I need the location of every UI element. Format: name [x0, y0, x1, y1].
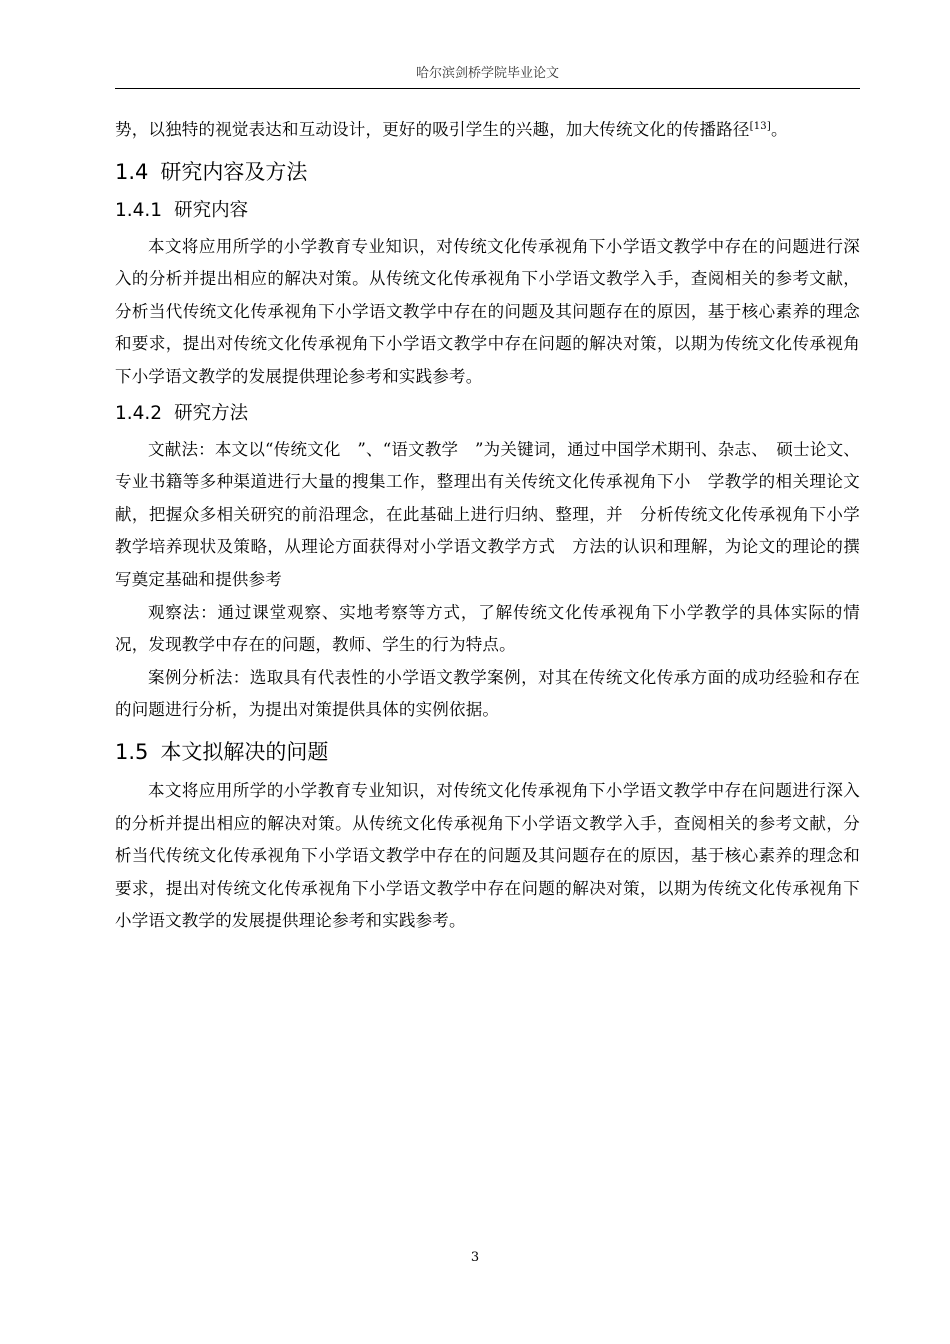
subsection-heading-1-4-1: [115, 195, 860, 227]
subsection-title: 研究方法: [174, 402, 249, 424]
section-number: 1.5: [115, 739, 149, 764]
subsection-title: 研究内容: [174, 199, 249, 221]
section-heading-1-4: [115, 155, 860, 189]
page-number: 3: [470, 1250, 480, 1265]
subsection-number: 1.4.2: [115, 402, 163, 424]
intro-end: 。: [770, 120, 788, 139]
section-heading-1-5: [115, 735, 860, 769]
subsection-number: 1.4.1: [115, 199, 163, 221]
observation-method-paragraph: 观察法：通过课堂观察、实地考察等方式，了解传统文化传承视角下小学教学的具体实际的情况，发现教学中存在的问题，教师、学生的行为特点。: [115, 602, 860, 655]
intro-text: 势，以独特的视觉表达和互动设计，更好的吸引学生的兴趣，加大传统文化的传播路径: [115, 120, 750, 139]
page-content: [115, 114, 860, 938]
citation-ref[interactable]: [13]: [749, 121, 771, 132]
section-title: 研究内容及方法: [160, 159, 308, 184]
running-header: 哈尔滨剑桥学院毕业论文: [415, 66, 559, 81]
section-title: 本文拟解决的问题: [160, 739, 329, 764]
case-analysis-method-paragraph: 案例分析法：选取具有代表性的小学语文教学案例，对其在传统文化传承方面的成功经验和存在的问题进行分析，为提出对策提供具体的实例依据。: [115, 667, 860, 720]
header-rule: [115, 88, 860, 89]
subsection-heading-1-4-2: [115, 398, 860, 430]
intro-paragraph: [115, 114, 860, 147]
problems-paragraph: 本文将应用所学的小学教育专业知识，对传统文化传承视角下小学语文教学中存在问题进行深入的分析并提出相应的解决对策。从传统文化传承视角下小学语文教学入手，查阅相关的参考文献，分析当代传统文化传承视角下小学语文教学中存在的问题及其问题存在的原因，基于核心素养的理念和要求，提出对传统文化传承视角下小学语文教学中存在问题的解决对策，以期为传统文化传承视角下小学语文教学的发展提供理论参考和实践参考。: [115, 780, 860, 931]
section-number: 1.4: [115, 159, 149, 184]
research-content-paragraph: 本文将应用所学的小学教育专业知识，对传统文化传承视角下小学语文教学中存在的问题进行深入的分析并提出相应的解决对策。从传统文化传承视角下小学语文教学入手，查阅相关的参考文献，分析当代传统文化传承视角下小学语文教学中存在的问题及其问题存在的原因，基于核心素养的理念和要求，提出对传统文化传承视角下小学语文教学中存在问题的解决对策，以期为传统文化传承视角下小学语文教学的发展提供理论参考和实践参考。: [115, 236, 860, 386]
literature-method-paragraph: 文献法：本文以“传统文化 ”、“语文教学 ”为关键词，通过中国学术期刊、杂志、 硕士论文、专业书籍等多种渠道进行大量的搜集工作，整理出有关传统文化传承视角下小 学教学的相关理论文献，把握众多相关研究的前沿理念，在此基础上进行归纳、整理，并 分析传统文化传承视角下小学教学培养现状及策略，从理论方面获得对小学语文教学方式 方法的认识和理解，为论文的理论的撰写奠定基础和提供参考: [115, 439, 860, 589]
